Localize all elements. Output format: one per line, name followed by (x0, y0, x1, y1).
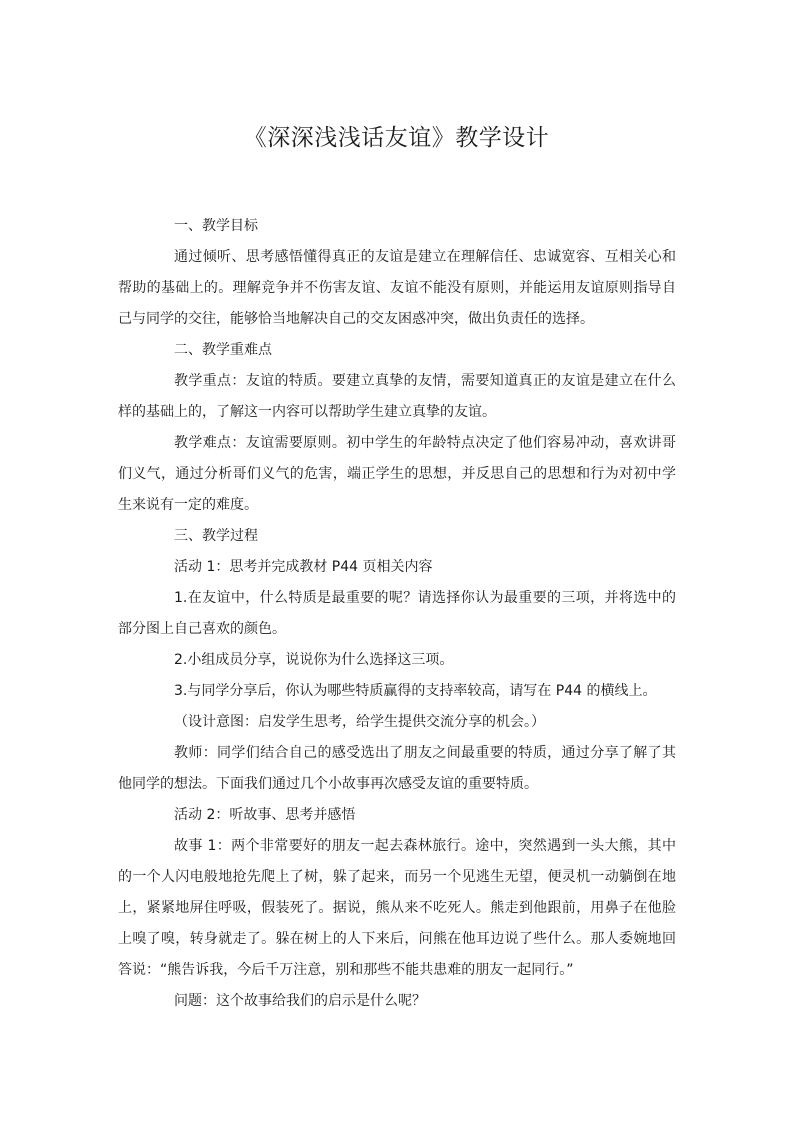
activity-1-item-3: 3.与同学分享后，你认为哪些特质赢得的支持率较高，请写在 P44 的横线上。 (174, 683, 657, 699)
section-heading-objectives: 一、教学目标 (174, 218, 258, 234)
section-heading-process: 三、教学过程 (174, 528, 258, 544)
activity-2-heading: 活动 2：听故事、思考并感悟 (174, 807, 356, 823)
paragraph-difficult-point: 教学难点：友谊需要原则。初中学生的年龄特点决定了他们容易冲动，喜欢讲哥们义气，通过分析哥们义气的危害，端正学生的思想，并反思自己的思想和行为对初中学生来说有一定的难度。 (118, 435, 676, 513)
teacher-remark: 教师：同学们结合自己的感受选出了朋友之间最重要的特质，通过分享了解了其他同学的想法。下面我们通过几个小故事再次感受友谊的重要特质。 (118, 745, 676, 792)
document-body (118, 211, 676, 1017)
section-heading-key-points: 二、教学重难点 (174, 342, 272, 358)
activity-1-heading: 活动 1：思考并完成教材 P44 页相关内容 (174, 559, 433, 575)
design-intent-note: （设计意图：启发学生思考，给学生提供交流分享的机会。） (174, 714, 545, 730)
paragraph-key-point: 教学重点：友谊的特质。要建立真挚的友情，需要知道真正的友谊是建立在什么样的基础上的，了解这一内容可以帮助学生建立真挚的友谊。 (118, 373, 676, 420)
activity-1-item-2: 2.小组成员分享，说说你为什么选择这三项。 (174, 652, 454, 668)
paragraph-objectives: 通过倾听、思考感悟懂得真正的友谊是建立在理解信任、忠诚宽容、互相关心和帮助的基础上的。理解竞争并不伤害友谊、友谊不能没有原则，并能运用友谊原则指导自己与同学的交往，能够恰当地解决自己的交友困惑冲突，做出负责任的选择。 (118, 249, 676, 327)
story-1: 故事 1：两个非常要好的朋友一起去森林旅行。途中，突然遇到一头大熊，其中的一个人闪电般地抢先爬上了树，躲了起来，而另一个见逃生无望，便灵机一动躺倒在地上，紧紧地屏住呼吸，假装死了。据说，熊从来不吃死人。熊走到他跟前，用鼻子在他脸上嗅了嗅，转身就走了。躲在树上的人下来后，问熊在他耳边说了些什么。那人委婉地回答说：“熊告诉我，今后千万注意，别和那些不能共患难的朋友一起同行。” (118, 838, 676, 978)
question: 问题：这个故事给我们的启示是什么呢？ (174, 993, 426, 1009)
activity-1-item-1: 1.在友谊中，什么特质是最重要的呢？请选择你认为最重要的三项，并将选中的部分图上自己喜欢的颜色。 (118, 590, 676, 637)
document-title: 《深深浅浅话友谊》教学设计 (243, 125, 550, 151)
